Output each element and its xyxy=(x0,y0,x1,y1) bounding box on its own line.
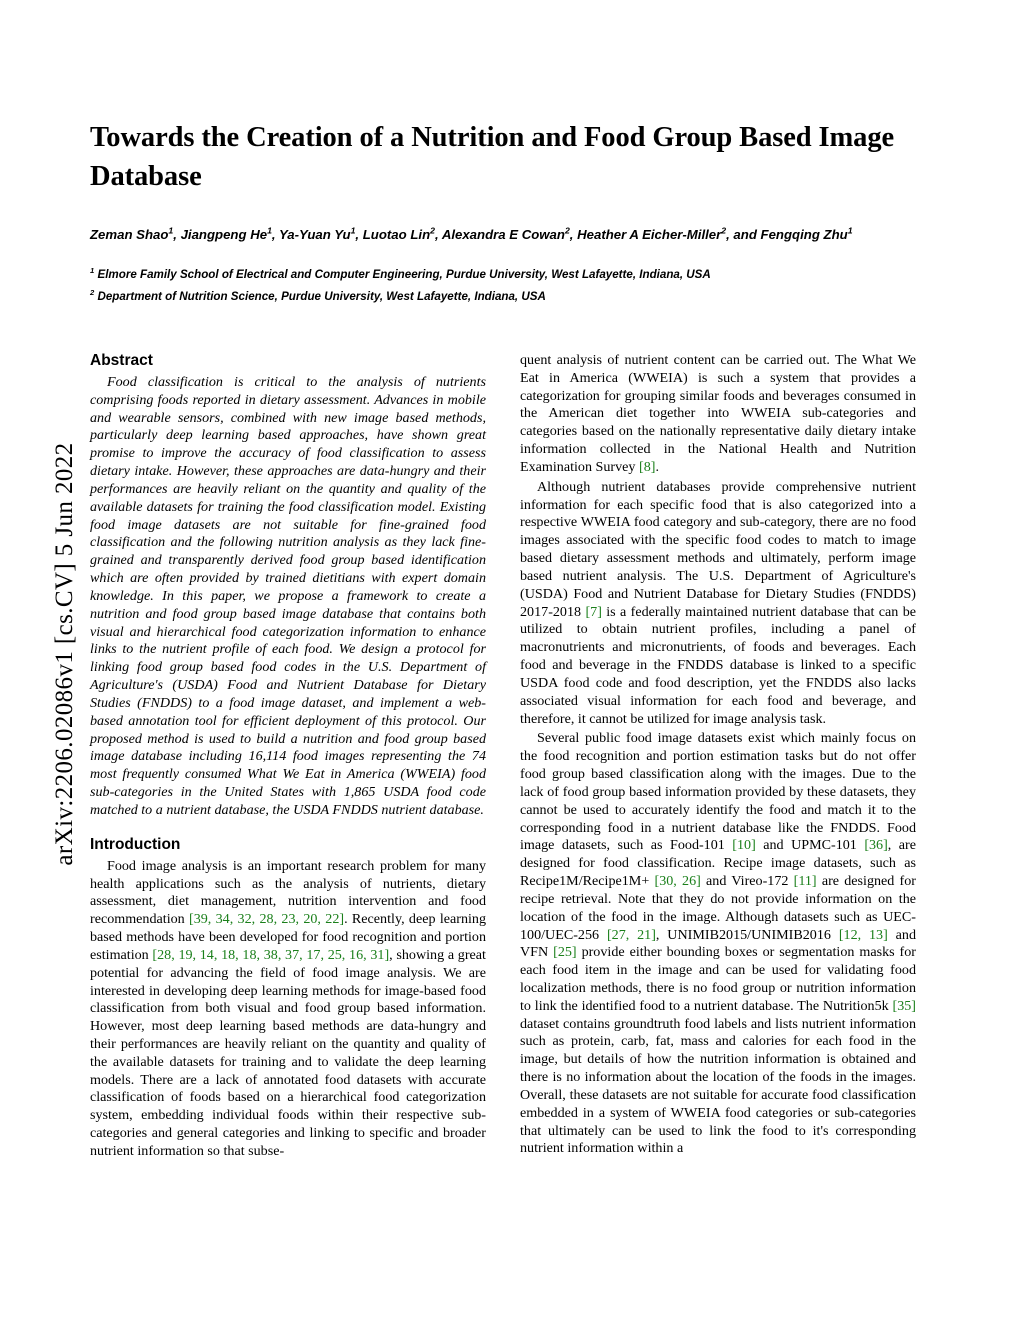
author-list: Zeman Shao$^1$, Jiangpeng He$^1$, Ya-Yuan Yu$^1$, Luotao Lin$^2$, Alexandra E Cowan$^2$, Heather A Eicher-Miller$^2$, and Fengqing Zhu$^1$ xyxy=(90,225,853,242)
body-columns xyxy=(90,352,916,1163)
citation-link[interactable]: [35] xyxy=(892,997,916,1014)
citation-link[interactable]: [28, 19, 14, 18, 18, 38, 37, 17, 25, 16, 31] xyxy=(152,946,390,963)
right-paragraph-2: Although nutrient databases provide comprehensive nutrient information for each specific food that is also categorized into a respective WWEIA food category and sub-category, there are no food images associated with the specific food codes to match to image based dietary assessment methods and ultimately, perform image based nutrient analysis. The U.S. Department of Agriculture's (USDA) Food and Nutrient Database for Dietary Studies (FNDDS) 2017-2018 [7] is a federally maintained nutrient database that can be utilized to obtain nutrient profiles, including a panel of macronutrients and micronutrients, of foods and beverages. Each food and beverage in the FNDDS database is linked to a specific USDA food code and food description, yet the FNDDS also lacks associated visual information for each food and beverage, and therefore, it cannot be utilized for image analysis task. xyxy=(520,478,916,727)
right-column xyxy=(520,352,916,1163)
abstract-heading: Abstract xyxy=(90,352,153,369)
citation-link[interactable]: [36] xyxy=(864,837,888,854)
citation-link[interactable]: [30, 26] xyxy=(654,873,701,890)
citation-link[interactable]: [27, 21] xyxy=(606,926,656,943)
arxiv-identifier-stamp: arXiv:2206.02086v1 [cs.CV] 5 Jun 2022 xyxy=(51,442,78,866)
citation-link[interactable]: [39, 34, 32, 28, 23, 20, 22] xyxy=(189,911,345,928)
citation-link[interactable]: [12, 13] xyxy=(838,926,888,943)
left-column xyxy=(90,352,486,1163)
citation-link[interactable]: [8] xyxy=(639,458,656,475)
citation-link[interactable]: [25] xyxy=(553,944,577,961)
page-title: Towards the Creation of a Nutrition and Food Group Based Image Database xyxy=(90,122,895,193)
affiliation-list xyxy=(90,266,916,307)
affiliation-item: $^1$ Elmore Family School of Electrical and Computer Engineering, Purdue University, West Lafayette, Indiana, USA xyxy=(90,266,711,282)
affiliation-item: $^2$ Department of Nutrition Science, Purdue University, West Lafayette, Indiana, USA xyxy=(90,288,546,304)
right-paragraph-1: quent analysis of nutrient content can be carried out. The What We Eat in America (WWEIA) is such a system that provides a categorization for grouping similar foods and beverages consumed in the American diet together into WWEIA sub-categories and categories based on the nationally representative daily dietary intake information collected in the National Health and Nutrition Examination Survey [8]. xyxy=(520,352,916,475)
citation-link[interactable]: [10] xyxy=(732,837,756,854)
introduction-heading: Introduction xyxy=(90,835,181,853)
citation-link[interactable]: [11] xyxy=(793,873,817,890)
introduction-paragraph-1: Food image analysis is an important research problem for many health applications such as the analysis of nutrients, dietary assessment, diet management, nutrition intervention and food recommendation [39, 34, 32, 28, 23, 20, 22]. Recently, deep learning based methods have been developed for food recognition and portion estimation [28, 19, 14, 18, 18, 38, 37, 17, 25, 16, 31], showing a great potential for advancing the field of food image analysis. We are interested in developing deep learning methods for image-based food classification from both visual and food group based information. However, most deep learning based methods are data-hungry and their performances are heavily reliant on the quantity and quality of the available datasets for training and to validate the deep learning models. There are a lack of annotated food datasets with accurate classification of foods based on a hierarchical food categorization system, embedding individual foods within their respective sub-categories and general categories and linking to specific and broader nutrient information so that subse- xyxy=(90,857,486,1159)
paper-header xyxy=(90,118,916,310)
citation-link[interactable]: [7] xyxy=(585,603,602,620)
right-paragraph-3: Several public food image datasets exist which mainly focus on the food recognition and portion estimation tasks but do not offer food group based classification along with the images. Due to the lack of food group based information provided by these datasets, they cannot be used to accurately identify the food and match it to the corresponding food in a nutrient database like the FNDDS. Food image datasets, such as Food-101 [10] and UPMC-101 [36], are designed for food classification. Recipe image datasets, such as Recipe1M/Recipe1M+ [30, 26] and Vireo-172 [11] are designed for recipe retrieval. Note that they do not provide information on the location of the food in the image. Although datasets such as UEC-100/UEC-256 [27, 21], UNIMIB2015/UNIMIB2016 [12, 13] and VFN [25] provide either bounding boxes or segmentation masks for each food item in the image and can be used for validating food localization methods, there is no food group or nutrition information to link the identified food to a nutrient database. The Nutrition5k [35] dataset contains groundtruth food labels and lists nutrient information such as protein, carb, fat, mass and calories for each food in the image, but details of how the nutrition information is obtained and there is no information about the location of the foods in the images. Overall, these datasets are not suitable for accurate food classification embedded in a system of WWEIA food categories or sub-categories that ultimately can be used to link the food to it's corresponding nutrient information within a xyxy=(520,730,917,1157)
abstract-paragraph: Food classification is critical to the analysis of nutrients comprising foods reported in dietary assessment. Advances in mobile and wearable sensors, combined with new image based methods, particularly deep learning based approaches, have shown great promise to improve the accuracy of food classification to assess dietary intake. However, these approaches are data-hungry and their performances are heavily reliant on the quantity and quality of the available datasets for training the food classification model. Existing food image datasets are not suitable for fine-grained food classification and the following nutrition analysis as they lack fine-grained and transparently derived food group based identification which are often provided by trained dietitians with expert domain knowledge. In this paper, we propose a framework to create a nutrition and food group based image database that contains both visual and hierarchical food categorization information to enhance links to the nutrient profile of each food. We design a protocol for linking food group based food codes in the U.S. Department of Agriculture's (USDA) Food and Nutrient Database for Dietary Studies (FNDDS) to a food image dataset, and implement a web-based annotation tool for efficient deployment of this protocol. Our proposed method is used to build a nutrition and food group based image database including 16,114 food images representing the 74 most frequently consumed What We Eat in America (WWEIA) food sub-categories in the United States with 1,865 USDA food code matched to a nutrient database, the USDA FNDDS nutrient database. xyxy=(90,374,486,818)
